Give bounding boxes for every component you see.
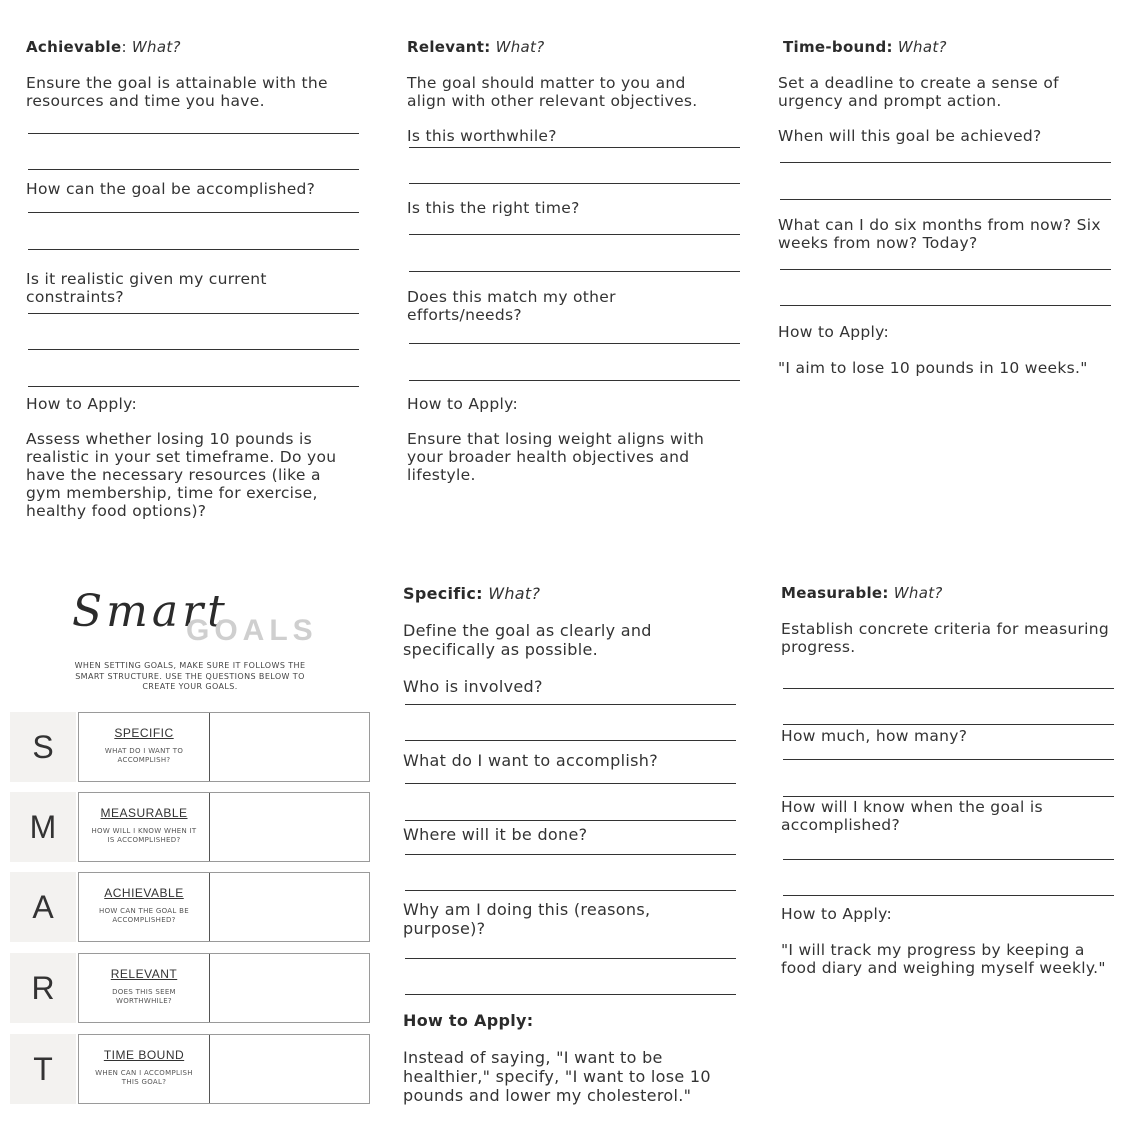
relevant-question: Is this the right time? bbox=[407, 199, 580, 217]
achievable-card bbox=[78, 872, 370, 942]
card-subtitle: DOES THIS SEEM WORTHWHILE? bbox=[112, 988, 176, 1005]
answer-line[interactable] bbox=[780, 269, 1111, 270]
worksheet-instruction: WHEN SETTING GOALS, MAKE SURE IT FOLLOWS THE SMART STRUCTURE. USE THE QUESTIONS BELOW TO CREATE YOUR GOALS. bbox=[74, 661, 306, 691]
measurable-apply-label: How to Apply: bbox=[781, 905, 892, 923]
achievable-section bbox=[26, 0, 366, 540]
answer-line[interactable] bbox=[28, 313, 359, 314]
letter-r: R bbox=[10, 953, 76, 1023]
answer-line[interactable] bbox=[409, 343, 740, 344]
measurable-section bbox=[781, 560, 1126, 1130]
answer-line[interactable] bbox=[28, 386, 359, 387]
specific-question: What do I want to accomplish? bbox=[403, 751, 658, 770]
card-subtitle: HOW WILL I KNOW WHEN IT IS ACCOMPLISHED? bbox=[91, 827, 197, 844]
time-bound-intro: Set a deadline to create a sense of urgency and prompt action. bbox=[778, 74, 1059, 110]
card-subtitle: WHEN CAN I ACCOMPLISH THIS GOAL? bbox=[95, 1069, 193, 1086]
answer-line[interactable] bbox=[28, 349, 359, 350]
measurable-intro: Establish concrete criteria for measuring progress. bbox=[781, 620, 1110, 656]
answer-line[interactable] bbox=[28, 169, 359, 170]
specific-question: Why am I doing this (reasons, purpose)? bbox=[403, 900, 651, 938]
answer-line[interactable] bbox=[28, 249, 359, 250]
time-bound-heading: Time-bound: What? bbox=[783, 38, 947, 56]
answer-line[interactable] bbox=[409, 380, 740, 381]
goals-title: GOALS bbox=[186, 614, 318, 647]
answer-line[interactable] bbox=[783, 796, 1114, 797]
specific-question: Where will it be done? bbox=[403, 825, 588, 844]
specific-intro: Define the goal as clearly and specifically as possible. bbox=[403, 621, 652, 659]
achievable-question: Is it realistic given my current constraints? bbox=[26, 270, 267, 306]
answer-line[interactable] bbox=[780, 199, 1111, 200]
specific-section bbox=[403, 560, 743, 1130]
card-label-cell bbox=[79, 873, 210, 941]
card-label: SPECIFIC bbox=[114, 726, 174, 740]
answer-line[interactable] bbox=[409, 147, 740, 148]
relevant-question: Does this match my other efforts/needs? bbox=[407, 288, 616, 324]
card-label-cell bbox=[79, 713, 210, 781]
card-label-cell bbox=[79, 793, 210, 861]
measurable-question: How will I know when the goal is accomplished? bbox=[781, 798, 1043, 834]
answer-line[interactable] bbox=[28, 133, 359, 134]
achievable-question: How can the goal be accomplished? bbox=[26, 180, 316, 198]
card-write-area[interactable] bbox=[211, 793, 369, 861]
relevant-card bbox=[78, 953, 370, 1023]
specific-heading: Specific: What? bbox=[403, 584, 541, 603]
answer-line[interactable] bbox=[780, 305, 1111, 306]
answer-line[interactable] bbox=[405, 958, 736, 959]
letter-a: A bbox=[10, 872, 76, 942]
answer-line[interactable] bbox=[783, 724, 1114, 725]
achievable-apply-text: Assess whether losing 10 pounds is realistic in your set timeframe. Do you have the necessary resources (like a gym membership, time for exercise, healthy food options)? bbox=[26, 430, 337, 520]
answer-line[interactable] bbox=[405, 994, 736, 995]
time-bound-question: What can I do six months from now? Six weeks from now? Today? bbox=[778, 216, 1101, 252]
answer-line[interactable] bbox=[783, 688, 1114, 689]
card-label: TIME BOUND bbox=[103, 1048, 185, 1062]
achievable-intro: Ensure the goal is attainable with the resources and time you have. bbox=[26, 74, 328, 110]
card-label: ACHIEVABLE bbox=[104, 886, 184, 900]
time-bound-question: When will this goal be achieved? bbox=[778, 127, 1042, 145]
answer-line[interactable] bbox=[409, 183, 740, 184]
card-write-area[interactable] bbox=[211, 713, 369, 781]
measurable-card bbox=[78, 792, 370, 862]
card-subtitle: WHAT DO I WANT TO ACCOMPLISH? bbox=[104, 747, 184, 764]
letter-s: S bbox=[10, 712, 76, 782]
card-write-area[interactable] bbox=[211, 954, 369, 1022]
answer-line[interactable] bbox=[783, 859, 1114, 860]
relevant-apply-text: Ensure that losing weight aligns with your broader health objectives and lifestyle. bbox=[407, 430, 705, 484]
time-bound-section bbox=[778, 0, 1118, 540]
letter-t: T bbox=[10, 1034, 76, 1104]
answer-line[interactable] bbox=[405, 783, 736, 784]
letter-m: M bbox=[10, 792, 76, 862]
card-write-area[interactable] bbox=[211, 873, 369, 941]
relevant-heading: Relevant: What? bbox=[407, 38, 545, 56]
relevant-intro: The goal should matter to you and align with other relevant objectives. bbox=[407, 74, 698, 110]
time-bound-apply-label: How to Apply: bbox=[778, 323, 889, 341]
time-bound-apply-text: "I aim to lose 10 pounds in 10 weeks." bbox=[778, 359, 1088, 377]
answer-line[interactable] bbox=[405, 890, 736, 891]
answer-line[interactable] bbox=[405, 704, 736, 705]
relevant-question: Is this worthwhile? bbox=[407, 127, 557, 145]
card-label: MEASURABLE bbox=[100, 806, 188, 820]
specific-apply-label: How to Apply: bbox=[403, 1011, 534, 1030]
card-subtitle: HOW CAN THE GOAL BE ACCOMPLISHED? bbox=[99, 907, 189, 924]
measurable-apply-text: "I will track my progress by keeping a food diary and weighing myself weekly." bbox=[781, 941, 1106, 977]
measurable-heading: Measurable: What? bbox=[781, 584, 943, 602]
achievable-apply-label: How to Apply: bbox=[26, 395, 137, 413]
specific-question: Who is involved? bbox=[403, 677, 543, 696]
answer-line[interactable] bbox=[409, 234, 740, 235]
time-bound-card bbox=[78, 1034, 370, 1104]
answer-line[interactable] bbox=[409, 271, 740, 272]
achievable-heading: Achievable: What? bbox=[26, 38, 181, 56]
relevant-apply-label: How to Apply: bbox=[407, 395, 518, 413]
card-write-area[interactable] bbox=[211, 1035, 369, 1103]
specific-card bbox=[78, 712, 370, 782]
specific-apply-text: Instead of saying, "I want to be healthier," specify, "I want to lose 10 pounds and lower my cholesterol." bbox=[403, 1048, 711, 1105]
measurable-question: How much, how many? bbox=[781, 727, 968, 745]
answer-line[interactable] bbox=[405, 740, 736, 741]
answer-line[interactable] bbox=[783, 895, 1114, 896]
smart-script-title: Smart bbox=[72, 586, 229, 637]
card-label-cell bbox=[79, 1035, 210, 1103]
answer-line[interactable] bbox=[783, 759, 1114, 760]
card-label: RELEVANT bbox=[110, 967, 178, 981]
relevant-section bbox=[407, 0, 747, 540]
card-label-cell bbox=[79, 954, 210, 1022]
answer-line[interactable] bbox=[405, 820, 736, 821]
answer-line[interactable] bbox=[28, 212, 359, 213]
answer-line[interactable] bbox=[405, 854, 736, 855]
answer-line[interactable] bbox=[780, 162, 1111, 163]
